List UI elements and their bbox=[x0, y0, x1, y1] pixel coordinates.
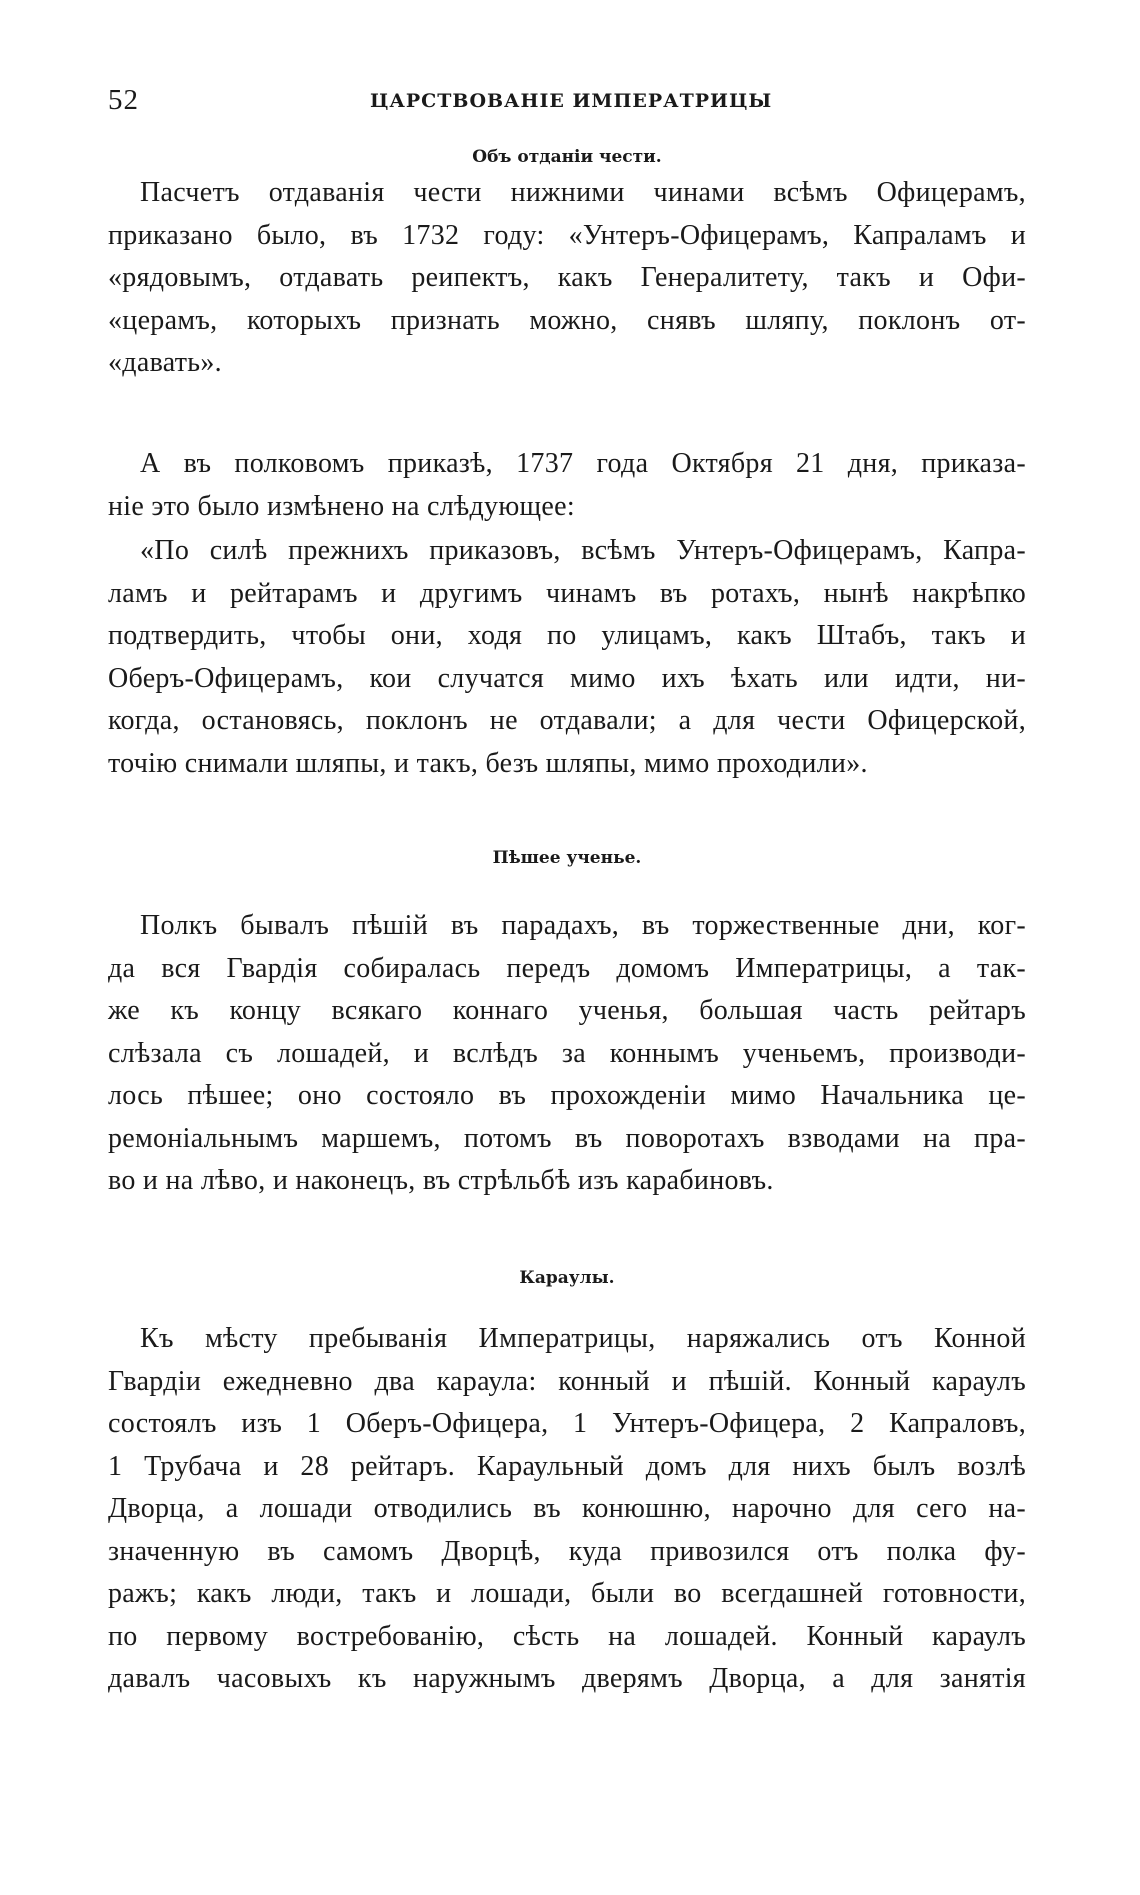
paragraph bbox=[108, 443, 1026, 528]
text-line: Къ мѣсту пребыванія Императрицы, наряжались отъ Конной bbox=[140, 1323, 1026, 1354]
text-line: приказано было, въ 1732 году: «Унтеръ-Офицерамъ, Капраламъ и bbox=[108, 219, 1026, 251]
paragraph bbox=[108, 1318, 1026, 1701]
text-line: «рядовымъ, отдавать реипектъ, какъ Генералитету, такъ и Офи- bbox=[108, 262, 1026, 293]
paragraph bbox=[108, 172, 1026, 385]
running-title: ЦАРСТВОВАНІЕ ИМПЕРАТРИЦЫ bbox=[370, 90, 773, 112]
page-number: 52 bbox=[108, 84, 139, 116]
text-line: значенную въ самомъ Дворцѣ, куда привозился отъ полка фу- bbox=[108, 1535, 1026, 1567]
section-heading: Объ отданіи чести. bbox=[472, 147, 662, 167]
text-line: точію снимали шляпы, и такъ, безъ шляпы, мимо проходили». bbox=[108, 747, 868, 779]
text-line: давалъ часовыхъ къ наружнымъ дверямъ Дворца, а для занятія bbox=[108, 1663, 1026, 1694]
text-line: ламъ и рейтарамъ и другимъ чинамъ въ ротахъ, нынѣ накрѣпко bbox=[108, 577, 1026, 609]
section-heading: Пѣшее ученье. bbox=[492, 848, 642, 868]
text-line: ніе это было измѣнено на слѣдующее: bbox=[108, 490, 575, 522]
text-line: Дворца, а лошади отводились въ конюшню, нарочно для сего на- bbox=[108, 1493, 1026, 1524]
text-line: «давать». bbox=[108, 347, 222, 378]
text-line: 1 Трубача и 28 рейтаръ. Караульный домъ для нихъ былъ возлѣ bbox=[108, 1450, 1026, 1482]
text-line: Гвардіи ежедневно два караула: конный и пѣшій. Конный караулъ bbox=[108, 1365, 1026, 1397]
text-line: лось пѣшее; оно состояло въ прохожденіи мимо Начальника це- bbox=[108, 1080, 1026, 1111]
text-line: Пасчетъ отдаванія чести нижними чинами всѣмъ Офицерамъ, bbox=[140, 177, 1026, 208]
text-line: же къ концу всякаго коннаго ученья, большая часть рейтаръ bbox=[108, 995, 1026, 1026]
section-heading: Караулы. bbox=[519, 1268, 615, 1288]
text-line: ремоніальнымъ маршемъ, потомъ въ поворотахъ взводами на пра- bbox=[108, 1122, 1026, 1154]
text-line: А въ полковомъ приказѣ, 1737 года Октября 21 дня, приказа- bbox=[140, 448, 1026, 479]
text-line: Полкъ бывалъ пѣшій въ парадахъ, въ торжественные дни, ког- bbox=[140, 910, 1026, 941]
text-line: когда, остановясь, поклонъ не отдавали; а для чести Офицерской, bbox=[108, 705, 1026, 736]
text-line: да вся Гвардія собиралась передъ домомъ Императрицы, а так- bbox=[108, 952, 1026, 984]
running-head bbox=[108, 84, 1026, 124]
paragraph bbox=[108, 530, 1026, 785]
text-line: «По силѣ прежнихъ приказовъ, всѣмъ Унтеръ-Офицерамъ, Капра- bbox=[140, 535, 1026, 566]
text-line: слѣзала съ лошадей, и вслѣдъ за коннымъ ученьемъ, производи- bbox=[108, 1037, 1026, 1069]
text-line: ражъ; какъ люди, такъ и лошади, были во всегдашней готовности, bbox=[108, 1578, 1026, 1609]
paragraph bbox=[108, 905, 1026, 1203]
text-line: по первому востребованію, сѣсть на лошадей. Конный караулъ bbox=[108, 1620, 1026, 1652]
text-line: подтвердить, чтобы они, ходя по улицамъ, какъ Штабъ, такъ и bbox=[108, 620, 1026, 651]
text-line: состоялъ изъ 1 Оберъ-Офицера, 1 Унтеръ-Офицера, 2 Капраловъ, bbox=[108, 1408, 1026, 1439]
text-line: во и на лѣво, и наконецъ, въ стрѣльбѣ изъ карабиновъ. bbox=[108, 1165, 774, 1196]
text-line: «церамъ, которыхъ признать можно, снявъ шляпу, поклонъ от- bbox=[108, 304, 1026, 336]
text-line: Оберъ-Офицерамъ, кои случатся мимо ихъ ѣхать или идти, ни- bbox=[108, 662, 1026, 694]
